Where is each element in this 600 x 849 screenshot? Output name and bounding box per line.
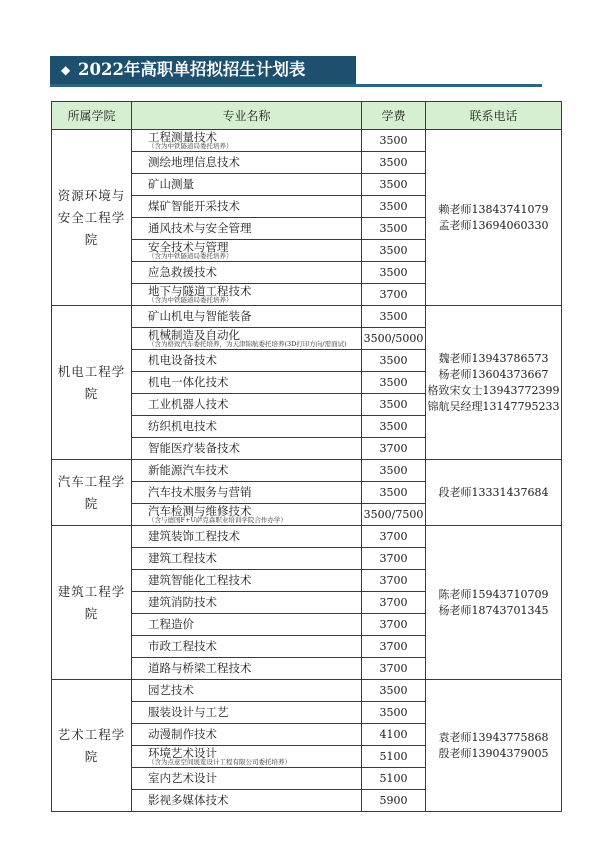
major-cell bbox=[132, 218, 362, 240]
contact-cell bbox=[426, 306, 562, 460]
contact-cell bbox=[426, 130, 562, 306]
page-title: 2022年高职单招拟招生计划表 bbox=[78, 60, 306, 79]
major-cell bbox=[132, 284, 362, 306]
fee-cell: 3700 bbox=[362, 284, 426, 306]
major-cell bbox=[132, 768, 362, 790]
college-name: 机电工程学院 bbox=[57, 363, 126, 401]
major-note: （含与德国F+U萨克森职业培训学院合作办学） bbox=[148, 516, 287, 524]
table-row bbox=[52, 680, 562, 702]
major-note: （含为中铁隧道局委托培养） bbox=[148, 142, 233, 150]
fee-cell: 5100 bbox=[362, 746, 426, 768]
college-name: 汽车工程学院 bbox=[57, 473, 126, 511]
major-cell bbox=[132, 350, 362, 372]
major-cell bbox=[132, 614, 362, 636]
contact-phone: 赖老师13843741079 bbox=[438, 202, 549, 216]
major-name: 智能医疗装备技术 bbox=[148, 441, 240, 455]
major-cell bbox=[132, 460, 362, 482]
contact-phone: 格致宋女士13943772399 bbox=[427, 383, 560, 397]
fee-cell: 4100 bbox=[362, 724, 426, 746]
major-cell bbox=[132, 636, 362, 658]
college-cell bbox=[52, 680, 132, 812]
college-name: 艺术工程学院 bbox=[57, 726, 126, 764]
fee-cell: 3500 bbox=[362, 130, 426, 152]
major-name: 建筑装饰工程技术 bbox=[148, 529, 240, 543]
major-cell bbox=[132, 174, 362, 196]
fee-cell: 3500 bbox=[362, 174, 426, 196]
college-cell bbox=[52, 306, 132, 460]
college-cell bbox=[52, 460, 132, 526]
major-name: 影视多媒体技术 bbox=[148, 793, 229, 807]
major-cell bbox=[132, 746, 362, 768]
title-underline bbox=[50, 84, 542, 87]
fee-cell: 3500 bbox=[362, 680, 426, 702]
major-name: 地下与隧道工程技术 bbox=[148, 284, 252, 298]
major-cell bbox=[132, 790, 362, 812]
fee-cell: 3700 bbox=[362, 658, 426, 680]
college-name: 建筑工程学院 bbox=[57, 583, 126, 621]
contact-phone: 锦航吴经理13147795233 bbox=[427, 399, 560, 413]
major-cell bbox=[132, 372, 362, 394]
major-cell bbox=[132, 504, 362, 526]
contact-phone: 陈老师15943710709 bbox=[438, 587, 549, 601]
header-contact: 联系电话 bbox=[426, 102, 562, 130]
fee-cell: 3500 bbox=[362, 394, 426, 416]
fee-cell: 3700 bbox=[362, 548, 426, 570]
major-name: 室内艺术设计 bbox=[148, 771, 217, 785]
major-cell bbox=[132, 306, 362, 328]
table-row bbox=[52, 526, 562, 548]
major-name: 机械制造及自动化 bbox=[148, 328, 240, 342]
major-cell bbox=[132, 240, 362, 262]
contact-phone: 杨老师18743701345 bbox=[438, 603, 549, 617]
fee-cell: 3700 bbox=[362, 570, 426, 592]
fee-cell: 3700 bbox=[362, 438, 426, 460]
table-row bbox=[52, 460, 562, 482]
major-name: 矿山测量 bbox=[148, 177, 194, 191]
fee-cell: 3700 bbox=[362, 526, 426, 548]
major-name: 建筑智能化工程技术 bbox=[148, 573, 252, 587]
fee-cell: 3500 bbox=[362, 196, 426, 218]
college-cell bbox=[52, 130, 132, 306]
major-cell bbox=[132, 592, 362, 614]
major-name: 汽车技术服务与营销 bbox=[148, 485, 252, 499]
contact-phone: 段老师13331437684 bbox=[438, 485, 549, 499]
major-cell bbox=[132, 328, 362, 350]
fee-cell: 3500 bbox=[362, 372, 426, 394]
fee-cell: 3500 bbox=[362, 350, 426, 372]
fee-cell: 5100 bbox=[362, 768, 426, 790]
fee-cell: 3500 bbox=[362, 240, 426, 262]
header-college: 所属学院 bbox=[52, 102, 132, 130]
fee-cell: 3500 bbox=[362, 482, 426, 504]
fee-cell: 3700 bbox=[362, 592, 426, 614]
fee-cell: 3500/7500 bbox=[362, 504, 426, 526]
fee-cell: 3500 bbox=[362, 152, 426, 174]
major-cell bbox=[132, 680, 362, 702]
major-cell bbox=[132, 130, 362, 152]
major-name: 服装设计与工艺 bbox=[148, 705, 229, 719]
major-name: 道路与桥梁工程技术 bbox=[148, 661, 252, 675]
major-name: 安全技术与管理 bbox=[148, 240, 229, 254]
table-row bbox=[52, 130, 562, 152]
major-cell bbox=[132, 570, 362, 592]
major-name: 应急救援技术 bbox=[148, 265, 217, 279]
major-name: 环境艺术设计 bbox=[148, 746, 217, 760]
table-row bbox=[52, 306, 562, 328]
major-cell bbox=[132, 548, 362, 570]
major-name: 工程测量技术 bbox=[148, 130, 217, 144]
major-cell bbox=[132, 438, 362, 460]
major-cell bbox=[132, 196, 362, 218]
table-header-row bbox=[52, 102, 562, 130]
major-cell bbox=[132, 416, 362, 438]
major-note: （含为格致汽车委托培养，为天津锦航委托培养(3D打印方向/需面试) bbox=[148, 340, 347, 348]
major-name: 市政工程技术 bbox=[148, 639, 217, 653]
major-name: 测绘地理信息技术 bbox=[148, 155, 240, 169]
major-name: 动漫制作技术 bbox=[148, 727, 217, 741]
header-major: 专业名称 bbox=[132, 102, 362, 130]
contact-cell bbox=[426, 460, 562, 526]
major-name: 工业机器人技术 bbox=[148, 397, 229, 411]
major-name: 机电设备技术 bbox=[148, 353, 217, 367]
diamond-icon: ◆ bbox=[61, 63, 71, 77]
major-name: 工程造价 bbox=[148, 617, 194, 631]
contact-phone: 袁老师13943775868 bbox=[438, 730, 549, 744]
fee-cell: 3700 bbox=[362, 636, 426, 658]
major-name: 建筑工程技术 bbox=[148, 551, 217, 565]
enrollment-plan-table bbox=[51, 101, 562, 812]
major-cell bbox=[132, 262, 362, 284]
contact-cell bbox=[426, 526, 562, 680]
major-name: 矿山机电与智能装备 bbox=[148, 309, 252, 323]
major-note: （含为中铁隧道局委托培养） bbox=[148, 252, 233, 260]
major-name: 汽车检测与维修技术 bbox=[148, 504, 252, 518]
major-cell bbox=[132, 658, 362, 680]
major-note: （含为点意空间展览设计工程有限公司委托培养） bbox=[148, 758, 291, 766]
contact-phone: 魏老师13943786573 bbox=[438, 351, 549, 365]
major-cell bbox=[132, 526, 362, 548]
fee-cell: 3500 bbox=[362, 306, 426, 328]
major-name: 新能源汽车技术 bbox=[148, 463, 229, 477]
major-name: 机电一体化技术 bbox=[148, 375, 229, 389]
major-name: 纺织机电技术 bbox=[148, 419, 217, 433]
major-name: 园艺技术 bbox=[148, 683, 194, 697]
major-cell bbox=[132, 702, 362, 724]
college-cell bbox=[52, 526, 132, 680]
major-note: （含为中铁隧道局委托培养） bbox=[148, 296, 233, 304]
fee-cell: 3500 bbox=[362, 416, 426, 438]
college-name: 资源环境与安全工程学院 bbox=[57, 187, 126, 247]
major-cell bbox=[132, 394, 362, 416]
major-name: 通风技术与安全管理 bbox=[148, 221, 252, 235]
contact-cell bbox=[426, 680, 562, 812]
fee-cell: 3500 bbox=[362, 218, 426, 240]
contact-phone: 殷老师13904379005 bbox=[438, 746, 549, 760]
major-cell bbox=[132, 724, 362, 746]
contact-phone: 杨老师13604373667 bbox=[438, 367, 549, 381]
fee-cell: 3500 bbox=[362, 702, 426, 724]
major-cell bbox=[132, 482, 362, 504]
fee-cell: 5900 bbox=[362, 790, 426, 812]
fee-cell: 3500 bbox=[362, 460, 426, 482]
fee-cell: 3500/5000 bbox=[362, 328, 426, 350]
fee-cell: 3700 bbox=[362, 614, 426, 636]
header-fee: 学费 bbox=[362, 102, 426, 130]
major-name: 煤矿智能开采技术 bbox=[148, 199, 240, 213]
title-banner bbox=[50, 56, 356, 84]
major-cell bbox=[132, 152, 362, 174]
contact-phone: 孟老师13694060330 bbox=[438, 218, 549, 232]
major-name: 建筑消防技术 bbox=[148, 595, 217, 609]
fee-cell: 3500 bbox=[362, 262, 426, 284]
